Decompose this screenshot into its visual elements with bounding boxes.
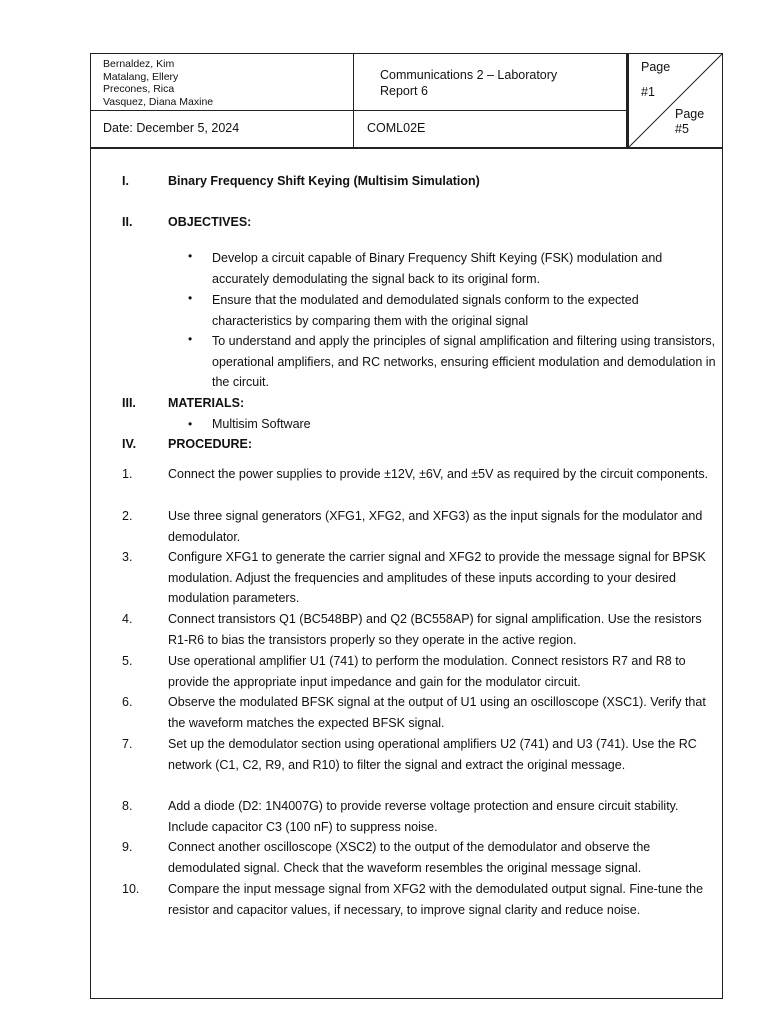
step-number: 2. (122, 509, 133, 523)
section-number: I. (122, 174, 129, 188)
course-code: COML02E (367, 121, 426, 135)
step-number: 3. (122, 550, 133, 564)
page-number-bottom: #5 (675, 122, 689, 136)
section-title: PROCEDURE: (168, 437, 253, 451)
section-title: OBJECTIVES: (168, 215, 252, 229)
step-number: 9. (122, 840, 133, 854)
report-date: Date: December 5, 2024 (103, 121, 240, 135)
author-name: Precones, Rica (103, 83, 175, 95)
step-text: Connect another oscilloscope (XSC2) to the output of the demodulator and observe the demodulated signal. Check that the waveform resembles the original message signal. (168, 840, 651, 875)
bullet-icon: • (188, 249, 193, 263)
step-text: Use three signal generators (XFG1, XFG2, and XFG3) as the input signals for the modulator and demodulator. (168, 509, 703, 544)
step-text: Configure XFG1 to generate the carrier signal and XFG2 to provide the message signal for BPSK modulation. Adjust the frequencies and amplitudes of these inputs according to your desired modulation parameters. (168, 550, 706, 606)
section-number: III. (122, 396, 136, 410)
step-text: Add a diode (D2: 1N4007G) to provide reverse voltage protection and ensure circuit stability. Include capacitor C3 (100 nF) to suppress noise. (168, 799, 679, 834)
material-text: Multisim Software (212, 417, 311, 431)
report-title-line: Communications 2 – Laboratory (380, 68, 558, 82)
bullet-icon: • (188, 332, 193, 346)
page-label-bottom: Page (675, 107, 705, 121)
step-number: 6. (122, 695, 133, 709)
step-text: Compare the input message signal from XFG2 with the demodulated output signal. Fine-tune the resistor and capacitor values, if necessary, to improve signal clarity and reduce noise. (168, 882, 704, 917)
step-number: 1. (122, 467, 133, 481)
objective-text: Ensure that the modulated and demodulated signals conform to the expected characteristics by comparing them with the original signal (212, 293, 639, 328)
author-name: Vasquez, Diana Maxine (103, 95, 214, 108)
section-title: Binary Frequency Shift Keying (Multisim Simulation) (168, 174, 480, 188)
page-number-top: #1 (641, 85, 655, 99)
step-text: Connect transistors Q1 (BC548BP) and Q2 (BC558AP) for signal amplification. Use the resistors R1-R6 to bias the transistors properly so they operate in the active region. (168, 612, 702, 647)
bullet-icon: • (188, 417, 193, 431)
step-number: 7. (122, 737, 133, 751)
objective-text: Develop a circuit capable of Binary Frequency Shift Keying (FSK) modulation and accurately demodulating the signal back to its original form. (212, 251, 663, 286)
report-title-line: Report 6 (380, 83, 428, 98)
step-text: Observe the modulated BFSK signal at the output of U1 using an oscilloscope (XSC1). Verify that the waveform matches the expected BFSK signal. (168, 695, 706, 730)
step-text: Set up the demodulator section using operational amplifiers U2 (741) and U3 (741). Use the RC network (C1, C2, R9, and R10) to filter the signal and extract the original message. (168, 737, 697, 772)
section-number: II. (122, 215, 133, 229)
page-label-top: Page (641, 60, 671, 74)
objective-text: To understand and apply the principles of signal amplification and filtering using transistors, operational amplifiers, and RC networks, ensuring efficient modulation and demodulation in the circuit. (212, 334, 716, 390)
step-number: 4. (122, 612, 133, 626)
step-number: 8. (122, 799, 133, 813)
author-name: Matalang, Ellery (103, 70, 179, 83)
section-title: MATERIALS: (168, 396, 245, 410)
step-number: 5. (122, 654, 133, 668)
bullet-icon: • (188, 291, 193, 305)
author-name: Bernaldez, Kim (103, 58, 175, 70)
step-text: Connect the power supplies to provide ±12V, ±6V, and ±5V as required by the circuit components. (168, 467, 709, 481)
step-number: 10. (122, 882, 140, 896)
section-number: IV. (122, 437, 137, 451)
step-text: Use operational amplifier U1 (741) to perform the modulation. Connect resistors R7 and R8 to provide the appropriate input impedance and gain for the modulator circuit. (168, 654, 686, 689)
